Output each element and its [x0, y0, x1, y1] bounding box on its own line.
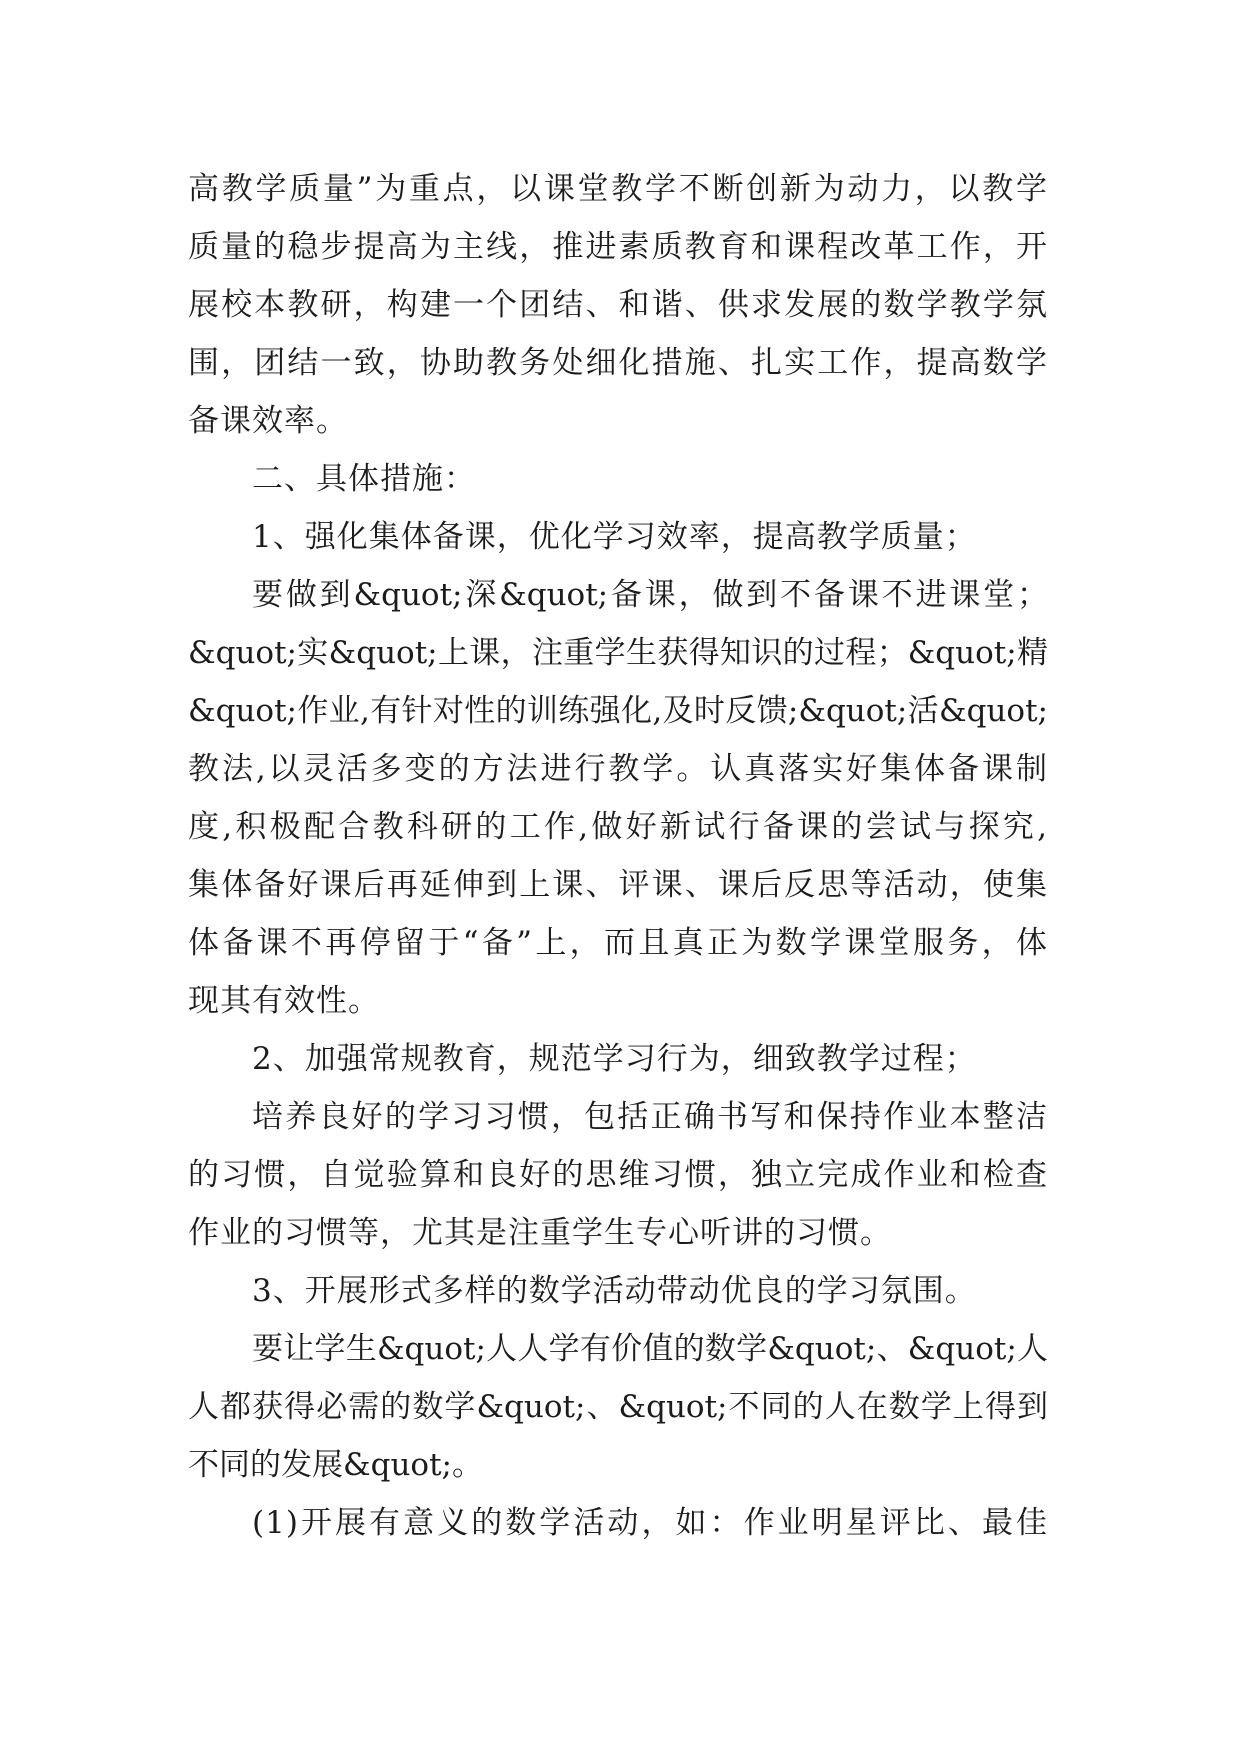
text-line: 作业的习惯等，尤其是注重学生专心听讲的习惯。	[188, 1215, 892, 1251]
text-line: 要做到&quot;深&quot;备课，做到不备课不进课堂；	[252, 577, 1048, 613]
body-text	[188, 160, 1048, 1552]
text-line: 集体备好课后再延伸到上课、评课、课后反思等活动，使集	[188, 867, 1048, 903]
text-line: 高教学质量”为重点，以课堂教学不断创新为动力，以教学	[188, 171, 1048, 207]
text-line: 展校本教研，构建一个团结、和谐、供求发展的数学教学氛	[188, 287, 1048, 323]
text-line: (1)开展有意义的数学活动，如：作业明星评比、最佳	[252, 1505, 1048, 1541]
text-line: &quot;作业,有针对性的训练强化,及时反馈;&quot;活&quot;	[188, 693, 1048, 729]
subsection-heading: 3、开展形式多样的数学活动带动优良的学习氛围。	[252, 1273, 977, 1309]
text-line: 要让学生&quot;人人学有价值的数学&quot;、&quot;人	[252, 1331, 1048, 1367]
text-line: 的习惯，自觉验算和良好的思维习惯，独立完成作业和检查	[188, 1157, 1048, 1193]
text-line: &quot;实&quot;上课，注重学生获得知识的过程；&quot;精	[188, 635, 1048, 671]
text-line: 不同的发展&quot;。	[188, 1447, 483, 1483]
text-line: 备课效率。	[188, 403, 348, 439]
text-line: 度,积极配合教科研的工作,做好新试行备课的尝试与探究,	[188, 809, 1048, 845]
text-line: 教法,以灵活多变的方法进行教学。认真落实好集体备课制	[188, 751, 1048, 787]
text-line: 现其有效性。	[188, 983, 380, 1019]
text-line: 培养良好的学习习惯，包括正确书写和保持作业本整洁	[252, 1099, 1048, 1135]
text-line: 围，团结一致，协助教务处细化措施、扎实工作，提高数学	[188, 345, 1048, 381]
subsection-heading: 1、强化集体备课，优化学习效率，提高教学质量；	[252, 519, 977, 555]
subsection-heading: 2、加强常规教育，规范学习行为，细致教学过程；	[252, 1041, 977, 1077]
text-line: 质量的稳步提高为主线，推进素质教育和课程改革工作，开	[188, 229, 1048, 265]
text-line: 体备课不再停留于“备”上，而且真正为数学课堂服务，体	[188, 925, 1048, 961]
text-line: 人都获得必需的数学&quot;、&quot;不同的人在数学上得到	[188, 1389, 1048, 1425]
section-heading: 二、具体措施：	[252, 461, 476, 497]
